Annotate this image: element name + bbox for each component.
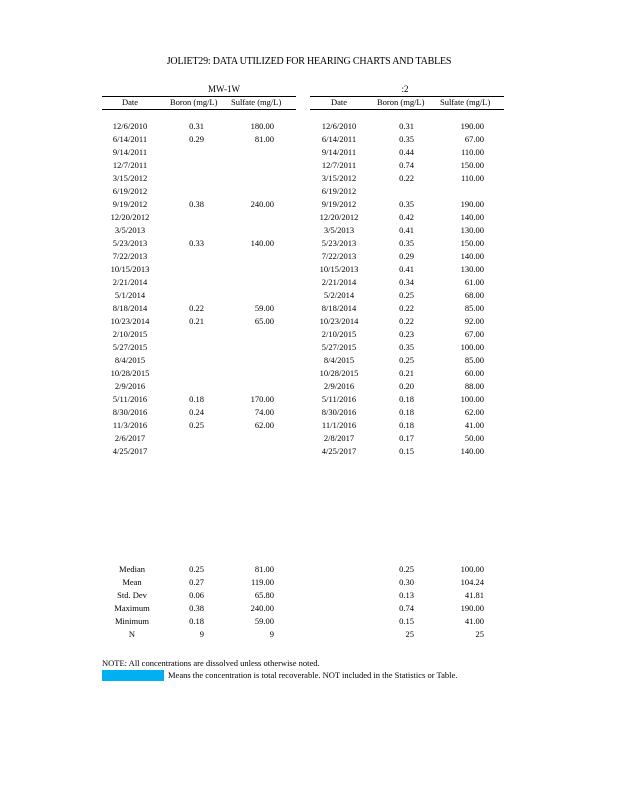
table-row — [310, 263, 504, 276]
boron-cell: 0.21 — [399, 368, 414, 378]
boron-cell: 0.18 — [189, 394, 204, 404]
stat-sulfate: 65.80 — [254, 590, 274, 600]
table-row — [310, 445, 504, 458]
boron-cell: 0.18 — [399, 420, 414, 430]
stat-label: Minimum — [114, 616, 149, 626]
left-header-date: Date — [121, 97, 139, 107]
date-cell: 5/23/2013 — [112, 238, 148, 248]
stat-sulfate: 41.81 — [464, 590, 484, 600]
stat-boron: 0.74 — [399, 603, 414, 613]
date-cell: 6/19/2012 — [321, 186, 357, 196]
stat-label: Std. Dev — [117, 590, 147, 600]
table-row — [102, 224, 296, 237]
sulfate-cell: 110.00 — [460, 173, 484, 183]
table-row — [102, 315, 296, 328]
table-row — [102, 354, 296, 367]
boron-cell: 0.29 — [399, 251, 414, 261]
table-row — [310, 146, 504, 159]
left-header-boron: Boron (mg/L) — [170, 97, 218, 107]
table-row — [102, 198, 296, 211]
date-cell: 2/9/2016 — [114, 381, 146, 391]
table-row — [102, 185, 296, 198]
table-row — [102, 159, 296, 172]
sulfate-cell: 130.00 — [460, 225, 484, 235]
date-cell: 12/20/2012 — [110, 212, 150, 222]
boron-cell: 0.24 — [189, 407, 204, 417]
stat-boron: 0.27 — [189, 577, 204, 587]
date-cell: 12/6/2010 — [321, 121, 357, 131]
date-cell: 11/1/2016 — [321, 420, 357, 430]
sulfate-cell: 150.00 — [460, 160, 484, 170]
sulfate-cell: 59.00 — [254, 303, 274, 313]
date-cell: 2/8/2017 — [323, 433, 355, 443]
date-cell: 9/19/2012 — [321, 199, 357, 209]
table-row — [310, 393, 504, 406]
date-cell: 9/14/2011 — [321, 147, 357, 157]
date-cell: 6/19/2012 — [112, 186, 148, 196]
sulfate-cell: 85.00 — [464, 303, 484, 313]
page-title: JOLIET29: DATA UTILIZED FOR HEARING CHARTS AND TABLES — [166, 56, 452, 67]
boron-cell: 0.38 — [189, 199, 204, 209]
date-cell: 5/11/2016 — [321, 394, 357, 404]
left-header-row — [102, 96, 296, 110]
sulfate-cell: 88.00 — [464, 381, 484, 391]
date-cell: 12/6/2010 — [112, 121, 148, 131]
table-row — [310, 289, 504, 302]
boron-cell: 0.18 — [399, 407, 414, 417]
stat-label: Median — [119, 564, 145, 574]
sulfate-cell: 240.00 — [250, 199, 274, 209]
date-cell: 4/25/2017 — [112, 446, 148, 456]
table-row — [310, 198, 504, 211]
sulfate-cell: 92.00 — [464, 316, 484, 326]
date-cell: 11/3/2016 — [112, 420, 148, 430]
date-cell: 7/22/2013 — [321, 251, 357, 261]
sulfate-cell: 74.00 — [254, 407, 274, 417]
stats-row — [102, 628, 296, 641]
boron-cell: 0.25 — [399, 355, 414, 365]
stat-label: Mean — [122, 577, 142, 587]
boron-cell: 0.29 — [189, 134, 204, 144]
date-cell: 8/4/2015 — [114, 355, 146, 365]
stats-row — [310, 628, 504, 641]
sulfate-cell: 60.00 — [464, 368, 484, 378]
boron-cell: 0.21 — [189, 316, 204, 326]
date-cell: 2/9/2016 — [323, 381, 355, 391]
date-cell: 5/1/2014 — [114, 290, 146, 300]
sulfate-cell: 61.00 — [464, 277, 484, 287]
right-header-boron: Boron (mg/L) — [377, 97, 425, 107]
table-row — [102, 367, 296, 380]
table-row — [102, 341, 296, 354]
boron-cell: 0.35 — [399, 342, 414, 352]
sulfate-cell: 140.00 — [460, 251, 484, 261]
date-cell: 5/23/2013 — [321, 238, 357, 248]
date-cell: 10/28/2015 — [319, 368, 359, 378]
table-row — [102, 328, 296, 341]
date-cell: 10/23/2014 — [319, 316, 359, 326]
legend-text: Means the concentration is total recoverable. NOT included in the Statistics or Table. — [168, 670, 458, 680]
stats-row — [102, 563, 296, 576]
date-cell: 12/7/2011 — [112, 160, 148, 170]
sulfate-cell: 81.00 — [254, 134, 274, 144]
left-well-label: MW-1W — [208, 84, 240, 94]
stat-label: N — [128, 629, 136, 639]
sulfate-cell: 130.00 — [460, 264, 484, 274]
date-cell: 6/14/2011 — [321, 134, 357, 144]
date-cell: 9/19/2012 — [112, 199, 148, 209]
table-row — [102, 432, 296, 445]
table-row — [310, 341, 504, 354]
table-row — [102, 133, 296, 146]
boron-cell: 0.35 — [399, 199, 414, 209]
date-cell: 3/15/2012 — [112, 173, 148, 183]
table-row — [102, 289, 296, 302]
table-row — [310, 211, 504, 224]
stat-sulfate: 41.00 — [464, 616, 484, 626]
stat-sulfate: 190.00 — [460, 603, 484, 613]
sulfate-cell: 110.00 — [460, 147, 484, 157]
date-cell: 8/18/2014 — [112, 303, 148, 313]
stat-sulfate: 100.00 — [460, 564, 484, 574]
sulfate-cell: 65.00 — [254, 316, 274, 326]
boron-cell: 0.25 — [189, 420, 204, 430]
stat-sulfate: 240.00 — [250, 603, 274, 613]
sulfate-cell: 190.00 — [460, 199, 484, 209]
boron-cell: 0.25 — [399, 290, 414, 300]
stats-row — [310, 615, 504, 628]
date-cell: 8/18/2014 — [321, 303, 357, 313]
right-stats-table — [310, 563, 504, 641]
table-row — [310, 237, 504, 250]
legend-swatch — [102, 670, 164, 681]
stats-row — [102, 615, 296, 628]
sulfate-cell: 62.00 — [464, 407, 484, 417]
table-row — [310, 224, 504, 237]
date-cell: 8/30/2016 — [321, 407, 357, 417]
table-row — [310, 354, 504, 367]
table-row — [310, 432, 504, 445]
boron-cell: 0.31 — [399, 121, 414, 131]
table-row — [310, 406, 504, 419]
left-data-table — [102, 120, 296, 458]
boron-cell: 0.22 — [189, 303, 204, 313]
table-row — [310, 367, 504, 380]
table-row — [102, 302, 296, 315]
stat-sulfate: 119.00 — [250, 577, 274, 587]
boron-cell: 0.18 — [399, 394, 414, 404]
stat-sulfate: 25 — [475, 629, 484, 639]
table-row — [102, 250, 296, 263]
boron-cell: 0.22 — [399, 173, 414, 183]
date-cell: 5/11/2016 — [112, 394, 148, 404]
sulfate-cell: 68.00 — [464, 290, 484, 300]
sulfate-cell: 67.00 — [464, 134, 484, 144]
table-row — [102, 172, 296, 185]
date-cell: 5/27/2015 — [321, 342, 357, 352]
note-text: NOTE: All concentrations are dissolved unless otherwise noted. — [102, 658, 320, 668]
stat-boron: 0.25 — [399, 564, 414, 574]
boron-cell: 0.15 — [399, 446, 414, 456]
sulfate-cell: 170.00 — [250, 394, 274, 404]
date-cell: 7/22/2013 — [112, 251, 148, 261]
boron-cell: 0.33 — [189, 238, 204, 248]
sulfate-cell: 100.00 — [460, 342, 484, 352]
date-cell: 5/2/2014 — [323, 290, 355, 300]
table-row — [102, 120, 296, 133]
stats-row — [310, 563, 504, 576]
table-row — [310, 302, 504, 315]
table-row — [310, 133, 504, 146]
date-cell: 10/15/2013 — [319, 264, 359, 274]
date-cell: 2/6/2017 — [114, 433, 146, 443]
boron-cell: 0.22 — [399, 303, 414, 313]
stat-boron: 0.15 — [399, 616, 414, 626]
stats-row — [102, 576, 296, 589]
date-cell: 3/5/2013 — [323, 225, 355, 235]
date-cell: 10/28/2015 — [110, 368, 150, 378]
stat-boron: 0.30 — [399, 577, 414, 587]
sulfate-cell: 190.00 — [460, 121, 484, 131]
right-header-row — [310, 96, 504, 110]
stat-boron: 0.38 — [189, 603, 204, 613]
stat-label: Maximum — [114, 603, 150, 613]
stats-row — [102, 602, 296, 615]
table-row — [102, 276, 296, 289]
table-row — [102, 393, 296, 406]
stat-sulfate: 59.00 — [254, 616, 274, 626]
boron-cell: 0.41 — [399, 264, 414, 274]
stat-boron: 25 — [405, 629, 414, 639]
stats-row — [310, 602, 504, 615]
sulfate-cell: 100.00 — [460, 394, 484, 404]
table-row — [102, 263, 296, 276]
boron-cell: 0.23 — [399, 329, 414, 339]
sulfate-cell: 85.00 — [464, 355, 484, 365]
table-row — [102, 146, 296, 159]
stats-row — [310, 589, 504, 602]
boron-cell: 0.74 — [399, 160, 414, 170]
table-row — [102, 445, 296, 458]
date-cell: 8/4/2015 — [323, 355, 355, 365]
boron-cell: 0.34 — [399, 277, 414, 287]
stat-boron: 0.18 — [189, 616, 204, 626]
boron-cell: 0.41 — [399, 225, 414, 235]
stat-boron: 9 — [199, 629, 204, 639]
right-header-date: Date — [330, 97, 348, 107]
date-cell: 12/20/2012 — [319, 212, 359, 222]
date-cell: 2/10/2015 — [321, 329, 357, 339]
sulfate-cell: 67.00 — [464, 329, 484, 339]
date-cell: 2/10/2015 — [112, 329, 148, 339]
table-row — [102, 211, 296, 224]
boron-cell: 0.35 — [399, 238, 414, 248]
sulfate-cell: 180.00 — [250, 121, 274, 131]
date-cell: 3/5/2013 — [114, 225, 146, 235]
boron-cell: 0.17 — [399, 433, 414, 443]
stat-sulfate: 81.00 — [254, 564, 274, 574]
table-row — [102, 237, 296, 250]
stats-row — [102, 589, 296, 602]
stats-row — [310, 576, 504, 589]
table-row — [310, 120, 504, 133]
sulfate-cell: 150.00 — [460, 238, 484, 248]
stat-sulfate: 9 — [269, 629, 274, 639]
boron-cell: 0.42 — [399, 212, 414, 222]
table-row — [310, 172, 504, 185]
table-row — [310, 419, 504, 432]
sulfate-cell: 140.00 — [460, 212, 484, 222]
boron-cell: 0.44 — [399, 147, 414, 157]
date-cell: 8/30/2016 — [112, 407, 148, 417]
sulfate-cell: 41.00 — [464, 420, 484, 430]
date-cell: 9/14/2011 — [112, 147, 148, 157]
sulfate-cell: 140.00 — [460, 446, 484, 456]
date-cell: 2/21/2014 — [112, 277, 148, 287]
sulfate-cell: 140.00 — [250, 238, 274, 248]
date-cell: 10/15/2013 — [110, 264, 150, 274]
sulfate-cell: 62.00 — [254, 420, 274, 430]
date-cell: 6/14/2011 — [112, 134, 148, 144]
table-row — [310, 159, 504, 172]
date-cell: 10/23/2014 — [110, 316, 150, 326]
table-row — [310, 380, 504, 393]
stat-boron: 0.25 — [189, 564, 204, 574]
sulfate-cell: 50.00 — [464, 433, 484, 443]
table-row — [310, 328, 504, 341]
date-cell: 3/15/2012 — [321, 173, 357, 183]
date-cell: 4/25/2017 — [321, 446, 357, 456]
date-cell: 5/27/2015 — [112, 342, 148, 352]
table-row — [310, 250, 504, 263]
table-row — [102, 419, 296, 432]
right-data-table — [310, 120, 504, 458]
right-well-label: :2 — [401, 84, 409, 94]
stat-boron: 0.13 — [399, 590, 414, 600]
right-header-sulfate: Sulfate (mg/L) — [440, 97, 491, 107]
table-row — [310, 315, 504, 328]
boron-cell: 0.22 — [399, 316, 414, 326]
table-row — [310, 185, 504, 198]
left-stats-table — [102, 563, 296, 641]
table-row — [310, 276, 504, 289]
date-cell: 12/7/2011 — [321, 160, 357, 170]
table-row — [102, 380, 296, 393]
boron-cell: 0.20 — [399, 381, 414, 391]
boron-cell: 0.31 — [189, 121, 204, 131]
boron-cell: 0.35 — [399, 134, 414, 144]
left-header-sulfate: Sulfate (mg/L) — [231, 97, 282, 107]
stat-boron: 0.06 — [189, 590, 204, 600]
date-cell: 2/21/2014 — [321, 277, 357, 287]
table-row — [102, 406, 296, 419]
stat-sulfate: 104.24 — [460, 577, 484, 587]
